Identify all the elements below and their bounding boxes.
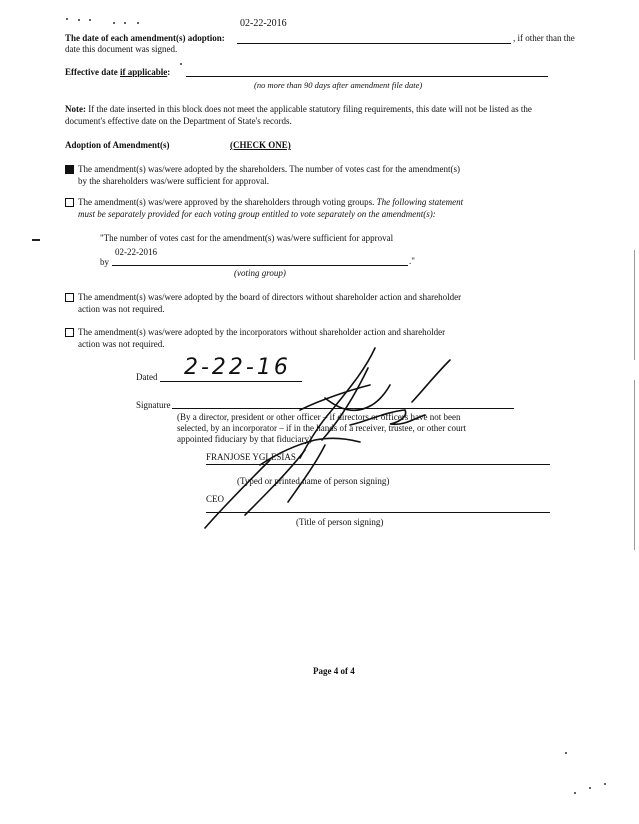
printed-name: FRANJOSE YGLESIAS bbox=[206, 452, 296, 462]
option-voting-groups-line2: must be separately provided for each voting group entitled to vote separately on the amendment(s): bbox=[78, 209, 436, 219]
effective-date-label bbox=[65, 67, 170, 78]
scan-speck bbox=[604, 783, 606, 785]
header-date-stamp: 02-22-2016 bbox=[240, 18, 287, 29]
option-shareholders-line2: by the shareholders was/were sufficient for approval. bbox=[78, 176, 270, 186]
title-caption: (Title of person signing) bbox=[296, 517, 384, 527]
option-incorporators-line2: action was not required. bbox=[78, 339, 165, 349]
scan-speck bbox=[565, 752, 567, 754]
scan-speck bbox=[574, 792, 576, 794]
handwritten-date: 2-22-16 bbox=[184, 355, 291, 380]
handwritten-signature bbox=[150, 330, 480, 530]
effective-date-field[interactable] bbox=[186, 76, 548, 77]
option-incorporators-line1: The amendment(s) was/were adopted by the incorporators without shareholder action and shareholder bbox=[78, 327, 446, 337]
option-voting-groups-italic: The following statement bbox=[376, 197, 464, 207]
option-incorporators-checkbox[interactable] bbox=[65, 328, 74, 337]
signature-label: Signature bbox=[136, 400, 171, 410]
effective-date-note: (no more than 90 days after amendment file date) bbox=[254, 80, 423, 90]
voting-group-caption: (voting group) bbox=[234, 268, 286, 278]
voting-statement-date: 02-22-2016 bbox=[115, 247, 157, 257]
signature-instructions-line1: (By a director, president or other officer – if directors or officers have not been bbox=[177, 412, 461, 422]
scan-edge bbox=[634, 380, 635, 550]
scan-speck bbox=[113, 22, 115, 24]
scan-speck bbox=[180, 63, 182, 65]
option-shareholders-checkbox[interactable] bbox=[65, 165, 74, 174]
adoption-date-suffix: , if other than the bbox=[513, 33, 575, 43]
scan-mark bbox=[32, 239, 40, 241]
note-line1 bbox=[65, 104, 532, 115]
option-voting-groups-text: The amendment(s) was/were approved by the shareholders through voting groups. bbox=[78, 197, 375, 207]
effective-date-colon: : bbox=[167, 67, 171, 77]
signature-instructions-line2: selected, by an incorporator – if in the hands of a receiver, trustee, or other court bbox=[177, 423, 467, 433]
check-one-label: (CHECK ONE) bbox=[230, 140, 291, 150]
scan-speck bbox=[137, 22, 139, 24]
scan-speck bbox=[124, 22, 126, 24]
page-number: Page 4 of 4 bbox=[313, 666, 355, 676]
voting-statement-by: by bbox=[100, 257, 109, 267]
adoption-date-label: The date of each amendment(s) adoption: bbox=[65, 33, 225, 43]
voting-statement-quote: "The number of votes cast for the amendment(s) was/were sufficient for approval bbox=[100, 233, 394, 243]
effective-date-label-text: Effective date bbox=[65, 67, 118, 77]
adoption-date-line2: date this document was signed. bbox=[65, 44, 178, 54]
scan-edge bbox=[634, 250, 635, 360]
signature-instructions-line3: appointed fiduciary by that fiduciary) bbox=[177, 434, 312, 444]
option-voting-groups-line1 bbox=[78, 197, 463, 208]
option-board-line2: action was not required. bbox=[78, 304, 165, 314]
option-voting-groups-checkbox[interactable] bbox=[65, 198, 74, 207]
title-field[interactable] bbox=[206, 512, 550, 513]
dated-label: Dated bbox=[136, 372, 158, 382]
note-line2: document's effective date on the Department of State's records. bbox=[65, 116, 292, 126]
printed-name-field[interactable] bbox=[206, 464, 550, 465]
adoption-heading: Adoption of Amendment(s) bbox=[65, 140, 170, 150]
signer-title: CEO bbox=[206, 494, 224, 504]
note-label: Note: bbox=[65, 104, 86, 114]
printed-name-caption: (Typed or printed name of person signing) bbox=[237, 476, 390, 486]
voting-group-field[interactable] bbox=[112, 265, 408, 266]
scan-speck bbox=[78, 19, 80, 21]
note-text1: If the date inserted in this block does not meet the applicable statutory filing requirements, this date will not be listed as the bbox=[86, 104, 532, 114]
scan-speck bbox=[66, 18, 68, 20]
scan-speck bbox=[89, 19, 91, 21]
scan-speck bbox=[589, 787, 591, 789]
option-board-line1: The amendment(s) was/were adopted by the board of directors without shareholder action and shareholder bbox=[78, 292, 462, 302]
option-shareholders-line1: The amendment(s) was/were adopted by the shareholders. The number of votes cast for the amendment(s) bbox=[78, 164, 460, 174]
voting-statement-close: ." bbox=[409, 256, 415, 266]
option-board-checkbox[interactable] bbox=[65, 293, 74, 302]
effective-date-if-applicable: if applicable bbox=[119, 67, 168, 77]
adoption-date-field[interactable] bbox=[237, 43, 511, 44]
